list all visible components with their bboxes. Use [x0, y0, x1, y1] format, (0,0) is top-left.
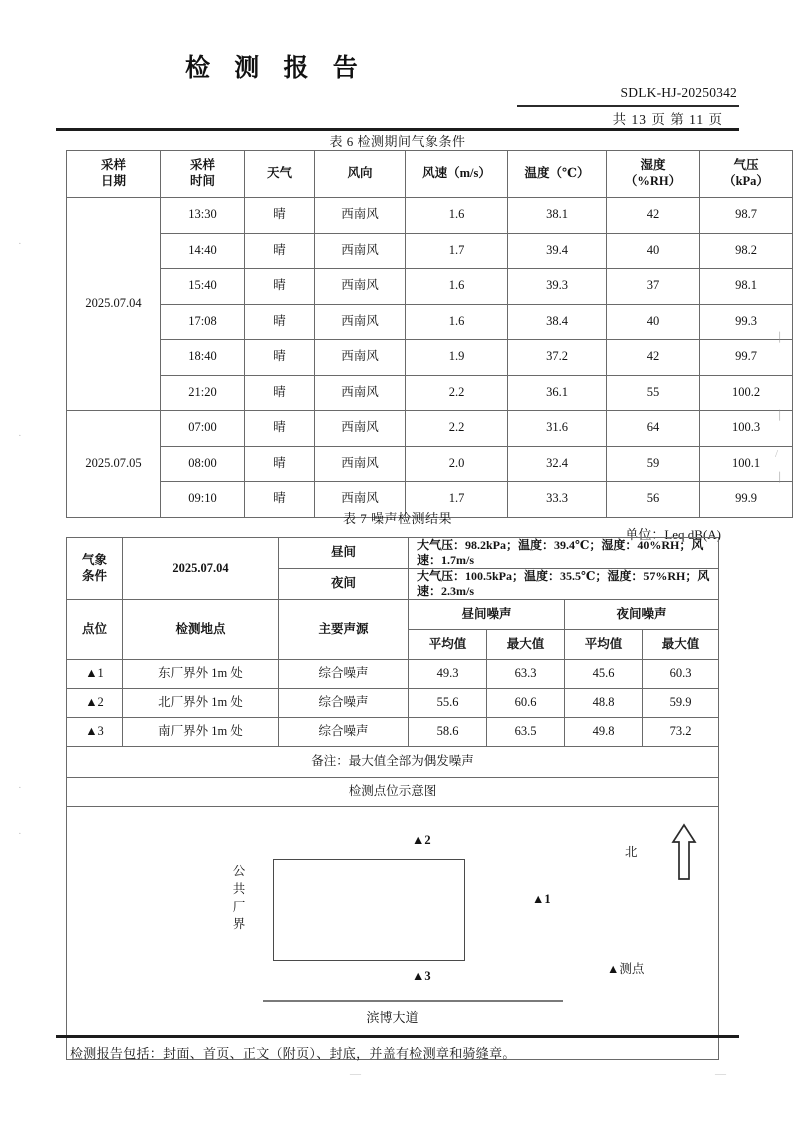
col-humidity — [607, 151, 700, 198]
table-row — [67, 660, 719, 689]
cell-time: 15:40 — [161, 269, 245, 305]
col-pressure — [700, 151, 793, 198]
cell-day-max: 63.3 — [487, 660, 565, 689]
cell-wind-speed: 2.0 — [406, 446, 508, 482]
cell-humidity: 55 — [607, 375, 700, 411]
scan-artifact: ❘ — [775, 409, 785, 421]
cell-wind-speed: 1.7 — [406, 233, 508, 269]
cell-day-avg: 49.3 — [409, 660, 487, 689]
table6-header-row — [67, 151, 793, 198]
scan-artifact: · — [18, 782, 22, 794]
cell-source: 综合噪声 — [279, 689, 409, 718]
remark-row — [67, 747, 719, 778]
col-night-avg: 平均值 — [565, 630, 643, 660]
scan-artifact: — — [715, 1068, 726, 1080]
col-sampling-date — [67, 151, 161, 198]
col-sampling-time — [161, 151, 245, 198]
diagram-row — [67, 807, 719, 1060]
measurement-point-1-marker: ▲1 — [532, 892, 551, 906]
table-noise-results — [66, 537, 719, 1060]
cell-temp: 36.1 — [508, 375, 607, 411]
col-point: 点位 — [67, 600, 123, 660]
public-boundary-label: 公 共 厂 界 — [232, 864, 246, 932]
cell-location: 东厂界外 1m 处 — [123, 660, 279, 689]
scan-artifact: ❘ — [775, 331, 785, 343]
table-row — [67, 718, 719, 747]
meteo-night-value: 大气压：100.5kPa；温度：35.5℃；湿度：57%RH；风速：2.3m/s — [409, 569, 719, 600]
remark-text: 备注：最大值全部为偶发噪声 — [67, 747, 719, 778]
cell-wind-dir: 西南风 — [315, 304, 406, 340]
meteo-night-label: 夜间 — [279, 569, 409, 600]
table-row — [67, 198, 793, 234]
diagram-title-row — [67, 778, 719, 807]
diagram-title: 检测点位示意图 — [67, 778, 719, 807]
cell-temp: 39.3 — [508, 269, 607, 305]
cell-wind-dir: 西南风 — [315, 269, 406, 305]
cell-pressure: 98.1 — [700, 269, 793, 305]
cell-weather: 晴 — [245, 482, 315, 518]
cell-wind-speed: 1.6 — [406, 304, 508, 340]
factory-boundary-rect — [273, 859, 465, 961]
header-rule-short — [517, 105, 739, 107]
cell-night-avg: 49.8 — [565, 718, 643, 747]
cell-wind-dir: 西南风 — [315, 198, 406, 234]
scan-artifact: ❘ — [775, 471, 785, 483]
cell-temp: 37.2 — [508, 340, 607, 376]
cell-wind-speed: 2.2 — [406, 411, 508, 447]
page-counter: 共 13 页 第 11 页 — [612, 112, 723, 127]
footer-note: 检测报告包括：封面、首页、正文（附页）、封底，并盖有检测章和骑缝章。 — [70, 1046, 516, 1061]
cell-pressure: 100.1 — [700, 446, 793, 482]
table-weather-conditions — [66, 150, 793, 518]
cell-humidity: 40 — [607, 233, 700, 269]
report-number: SDLK-HJ-20250342 — [620, 85, 737, 100]
col-day-max: 最大值 — [487, 630, 565, 660]
cell-humidity: 42 — [607, 198, 700, 234]
table-row — [67, 340, 793, 376]
cell-wind-dir: 西南风 — [315, 375, 406, 411]
cell-pressure: 98.7 — [700, 198, 793, 234]
cell-pressure: 99.7 — [700, 340, 793, 376]
cell-night-max: 73.2 — [643, 718, 719, 747]
site-layout-diagram — [67, 807, 718, 1059]
cell-humidity: 56 — [607, 482, 700, 518]
cell-night-max: 59.9 — [643, 689, 719, 718]
road-edge-top — [263, 1000, 563, 1002]
meteo-day-label: 昼间 — [279, 538, 409, 569]
cell-day-avg: 55.6 — [409, 689, 487, 718]
table-row — [67, 375, 793, 411]
cell-time: 08:00 — [161, 446, 245, 482]
cell-day-max: 63.5 — [487, 718, 565, 747]
col-sampling-date-l2: 日期 — [100, 174, 126, 188]
cell-weather: 晴 — [245, 304, 315, 340]
cell-time: 21:20 — [161, 375, 245, 411]
cell-point: ▲2 — [67, 689, 123, 718]
cell-temp: 31.6 — [508, 411, 607, 447]
cell-source: 综合噪声 — [279, 718, 409, 747]
col-pressure-l2: （kPa） — [723, 174, 769, 188]
cell-night-avg: 45.6 — [565, 660, 643, 689]
col-pressure-l1: 气压 — [733, 158, 759, 173]
table-row — [67, 233, 793, 269]
cell-humidity: 64 — [607, 411, 700, 447]
col-temperature: 温度（℃） — [508, 151, 607, 198]
cell-humidity: 40 — [607, 304, 700, 340]
cell-night-max: 60.3 — [643, 660, 719, 689]
col-night-max: 最大值 — [643, 630, 719, 660]
meteo-date: 2025.07.04 — [123, 538, 279, 600]
cell-wind-dir: 西南风 — [315, 340, 406, 376]
cell-time: 14:40 — [161, 233, 245, 269]
cell-source: 综合噪声 — [279, 660, 409, 689]
north-label: 北 — [625, 845, 638, 859]
cell-weather: 晴 — [245, 411, 315, 447]
scan-artifact: — — [350, 1068, 361, 1080]
meteo-day-row — [67, 538, 719, 569]
table6-caption: 表 6 检测期间气象条件 — [329, 134, 466, 149]
cell-pressure: 99.3 — [700, 304, 793, 340]
cell-night-avg: 48.8 — [565, 689, 643, 718]
cell-wind-dir: 西南风 — [315, 411, 406, 447]
cell-temp: 39.4 — [508, 233, 607, 269]
cell-weather: 晴 — [245, 446, 315, 482]
col-humidity-l2: （%RH） — [624, 174, 682, 188]
cell-wind-speed: 1.7 — [406, 482, 508, 518]
road-name-label: 滨博大道 — [366, 1010, 419, 1025]
col-sampling-date-l1: 采样 — [100, 158, 126, 173]
col-wind-direction: 风向 — [315, 151, 406, 198]
diagram-container — [67, 807, 719, 1060]
sampling-date-group-0: 2025.07.04 — [67, 198, 161, 411]
page-title: 检 测 报 告 — [185, 55, 367, 82]
meteo-label-l2: 条件 — [81, 568, 107, 583]
cell-time: 17:08 — [161, 304, 245, 340]
cell-time: 18:40 — [161, 340, 245, 376]
table7-header-row-1 — [67, 600, 719, 630]
table-row — [67, 689, 719, 718]
cell-wind-speed: 1.9 — [406, 340, 508, 376]
scan-artifact: / — [775, 448, 779, 460]
cell-temp: 33.3 — [508, 482, 607, 518]
cell-temp: 38.4 — [508, 304, 607, 340]
cell-pressure: 98.2 — [700, 233, 793, 269]
cell-pressure: 100.2 — [700, 375, 793, 411]
sampling-date-group-1: 2025.07.05 — [67, 411, 161, 518]
cell-pressure: 99.9 — [700, 482, 793, 518]
table-row — [67, 411, 793, 447]
table-row — [67, 446, 793, 482]
measurement-point-3-marker: ▲3 — [412, 969, 431, 983]
table7-caption: 表 7 噪声检测结果 — [342, 511, 452, 526]
cell-time: 09:10 — [161, 482, 245, 518]
meteo-day-value: 大气压：98.2kPa；温度：39.4℃；湿度：40%RH；风速：1.7m/s — [409, 538, 719, 569]
cell-wind-dir: 西南风 — [315, 482, 406, 518]
cell-temp: 38.1 — [508, 198, 607, 234]
cell-weather: 晴 — [245, 375, 315, 411]
cell-temp: 32.4 — [508, 446, 607, 482]
cell-weather: 晴 — [245, 269, 315, 305]
cell-point: ▲1 — [67, 660, 123, 689]
scan-artifact: · — [18, 430, 22, 442]
meteo-label — [67, 538, 123, 600]
cell-humidity: 42 — [607, 340, 700, 376]
cell-time: 07:00 — [161, 411, 245, 447]
cell-pressure: 100.3 — [700, 411, 793, 447]
cell-day-max: 60.6 — [487, 689, 565, 718]
table6-body — [67, 198, 793, 518]
scan-artifact: · — [18, 238, 22, 250]
col-humidity-l1: 湿度 — [640, 158, 666, 173]
col-wind-speed: 风速（m/s） — [406, 151, 508, 198]
cell-weather: 晴 — [245, 198, 315, 234]
cell-wind-speed: 2.2 — [406, 375, 508, 411]
cell-humidity: 59 — [607, 446, 700, 482]
cell-weather: 晴 — [245, 233, 315, 269]
cell-day-avg: 58.6 — [409, 718, 487, 747]
north-arrow-icon — [671, 823, 697, 886]
cell-location: 北厂界外 1m 处 — [123, 689, 279, 718]
table-row — [67, 304, 793, 340]
col-day-avg: 平均值 — [409, 630, 487, 660]
cell-wind-dir: 西南风 — [315, 446, 406, 482]
col-weather: 天气 — [245, 151, 315, 198]
measurement-point-2-marker: ▲2 — [412, 833, 431, 847]
table-row — [67, 269, 793, 305]
legend-measurement-point: ▲测点 — [607, 962, 645, 976]
cell-weather: 晴 — [245, 340, 315, 376]
col-sampling-time-l2: 时间 — [189, 174, 215, 188]
footer-rule — [56, 1035, 739, 1038]
cell-humidity: 37 — [607, 269, 700, 305]
col-night-noise-group: 夜间噪声 — [565, 600, 719, 630]
col-sampling-time-l1: 采样 — [189, 158, 215, 173]
cell-wind-speed: 1.6 — [406, 269, 508, 305]
meteo-label-l1: 气象 — [81, 552, 107, 567]
cell-time: 13:30 — [161, 198, 245, 234]
cell-wind-speed: 1.6 — [406, 198, 508, 234]
col-location: 检测地点 — [123, 600, 279, 660]
scan-artifact: · — [18, 828, 22, 840]
cell-wind-dir: 西南风 — [315, 233, 406, 269]
cell-location: 南厂界外 1m 处 — [123, 718, 279, 747]
col-source: 主要声源 — [279, 600, 409, 660]
cell-point: ▲3 — [67, 718, 123, 747]
col-day-noise-group: 昼间噪声 — [409, 600, 565, 630]
table7-unit: 单位：Leq dB(A) — [625, 527, 721, 542]
